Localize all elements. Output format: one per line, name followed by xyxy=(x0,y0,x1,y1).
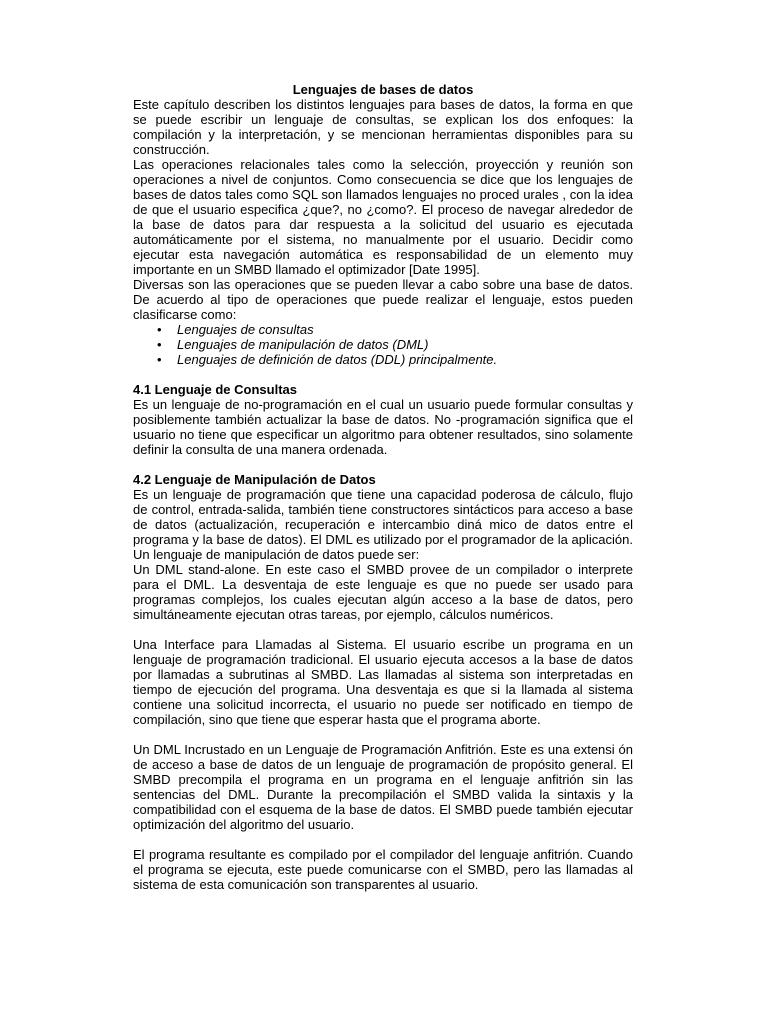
section-4-2-paragraph-1: Es un lenguaje de programación que tiene una capacidad poderosa de cálculo, flujo de control, entrada-salida, también tiene constructores sintácticos para acceso a base de datos (actualización, recuperación e intercambio diná mico de datos entre el programa y la base de datos). El DML es utilizado por el programador de la aplicación. Un lenguaje de manipulación de datos puede ser: xyxy=(133,487,633,562)
intro-paragraph-3: Diversas son las operaciones que se pueden llevar a cabo sobre una base de datos. De acuerdo al tipo de operaciones que puede realizar el lenguaje, estos pueden clasificarse como: xyxy=(133,277,633,322)
section-4-2-paragraph-3: Una Interface para Llamadas al Sistema. El usuario escribe un programa en un lenguaje de programación tradicional. El usuario ejecuta accesos a la base de datos por llamadas a subrutinas al SMBD. Las llamadas al sistema son interpretadas en tiempo de ejecución del programa. Una desventaja es que si la llamada al sistema contiene una solicitud incorrecta, el usuario no puede ser notificado en tiempo de compilación, sino que tiene que esperar hasta que el programa aborte. xyxy=(133,637,633,727)
bullet-icon: • xyxy=(157,337,162,352)
bullet-icon: • xyxy=(157,322,162,337)
intro-paragraph-1: Este capítulo describen los distintos lenguajes para bases de datos, la forma en que se puede escribir un lenguaje de consultas, se explican los dos enfoques: la compilación y la interpretación, y se mencionan herramientas disponibles para su construcción. xyxy=(133,97,633,157)
document-title: Lenguajes de bases de datos xyxy=(292,82,474,97)
section-4-2-paragraph-2: Un DML stand-alone. En este caso el SMBD provee de un compilador o interprete para el DML. La desventaja de este lenguaje es que no puede ser usado para programas complejos, los cuales ejecutan algún acceso a la base de datos, pero simultáneamente ejecutan otras tareas, por ejemplo, cálculos numéricos. xyxy=(133,562,633,622)
section-4-1-body: Es un lenguaje de no-programación en el cual un usuario puede formular consultas y posiblemente también actualizar la base de datos. No -programación significa que el usuario no tiene que especificar un algoritmo para obtener resultados, sino solamente definir la consulta de una manera ordenada. xyxy=(133,397,633,457)
section-4-2-paragraph-5: El programa resultante es compilado por el compilador del lenguaje anfitrión. Cuando el programa se ejecuta, este puede comunicarse con el SMBD, pero las llamadas al sistema de esta comunicación son transparentes al usuario. xyxy=(133,847,633,892)
section-heading-4-1: 4.1 Lenguaje de Consultas xyxy=(133,382,297,397)
bullet-icon: • xyxy=(157,352,162,367)
intro-paragraph-2: Las operaciones relacionales tales como la selección, proyección y reunión son operaciones a nivel de conjuntos. Como consecuencia se dice que los lenguajes de bases de datos tales como SQL son llamados lenguajes no proced urales , con la idea de que el usuario especifica ¿que?, no ¿como?. El proceso de navegar alrededor de la base de datos para dar respuesta a la solicitud del usuario es ejecutada automáticamente por el sistema, no manualmente por el usuario. Decidir como ejecutar esta navegación automática es responsabilidad de un elemento muy importante en un SMBD llamado el optimizador [Date 1995]. xyxy=(133,157,633,277)
section-heading-4-2: 4.2 Lenguaje de Manipulación de Datos xyxy=(133,472,376,487)
language-types-list xyxy=(133,322,633,367)
list-item: • Lenguajes de definición de datos (DDL) principalmente. xyxy=(157,352,498,367)
list-item: • Lenguajes de manipulación de datos (DML) xyxy=(157,337,429,352)
list-item: • Lenguajes de consultas xyxy=(157,322,314,337)
document-page xyxy=(133,82,633,892)
section-4-2-paragraph-4: Un DML Incrustado en un Lenguaje de Programación Anfitrión. Este es una extensi ón de acceso a base de datos de un lenguaje de programación de propósito general. El SMBD precompila el programa en un programa en el lenguaje anfitrión sin las sentencias del DML. Durante la precompilación el SMBD valida la sintaxis y la compatibilidad con el esquema de la base de datos. El SMBD puede también ejecutar optimización del algoritmo del usuario. xyxy=(133,742,633,832)
